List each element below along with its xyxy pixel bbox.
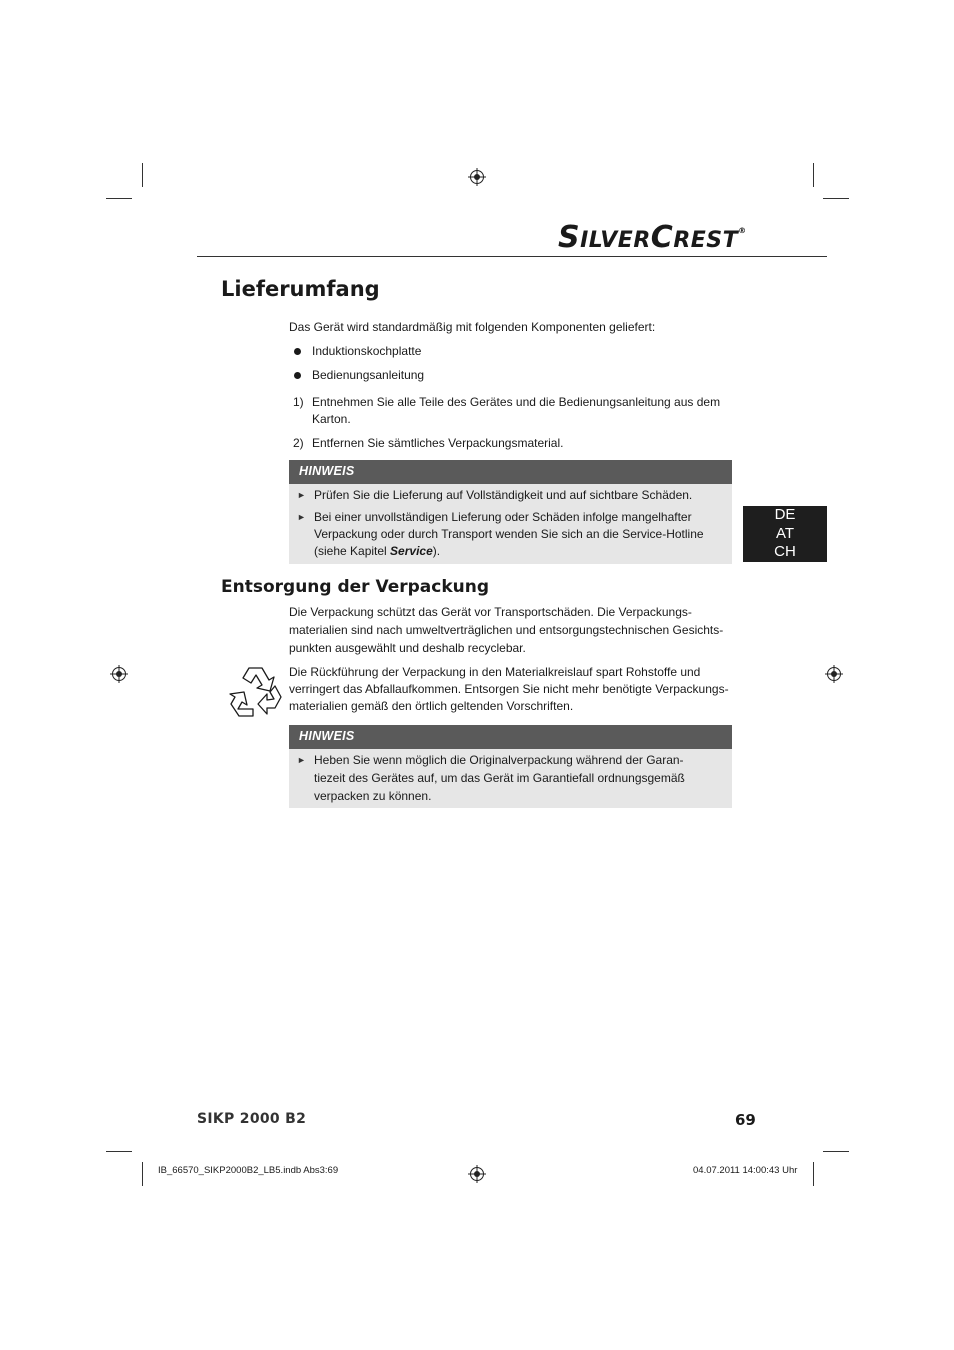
triangle-right-icon: ► xyxy=(297,490,306,500)
crop-mark xyxy=(823,198,849,199)
step-text: Entfernen Sie sämtliches Verpackungsmaterial. xyxy=(312,436,564,450)
step-text: Entnehmen Sie alle Teile des Gerätes und die Bedienungsanleitung aus dem xyxy=(312,395,721,409)
intro-text: Das Gerät wird standardmäßig mit folgenden Komponenten geliefert: xyxy=(289,320,656,334)
section-title-entsorgung: Entsorgung der Verpackung xyxy=(221,577,490,597)
crop-mark xyxy=(813,163,814,187)
note-body xyxy=(289,484,732,564)
note-item: Verpackung oder durch Transport wenden Sie sich an die Service-Hotline xyxy=(314,527,704,541)
language-code: DE xyxy=(774,506,796,523)
triangle-right-icon: ► xyxy=(297,512,306,522)
brand-logo: SILVERCREST® xyxy=(558,220,747,255)
footer-model: SIKP 2000 B2 xyxy=(197,1111,307,1127)
note-item: tiezeit des Gerätes auf, um das Gerät im Garantiefall ordnungsgemäß xyxy=(314,771,685,785)
crop-mark xyxy=(106,1151,132,1152)
language-code: CH xyxy=(774,543,796,560)
registration-mark-icon xyxy=(468,1165,486,1183)
note-item: verpacken zu können. xyxy=(314,789,432,803)
note-item: Heben Sie wenn möglich die Originalverpackung während der Garan- xyxy=(314,753,684,767)
bullet-icon xyxy=(294,372,301,379)
page-number: 69 xyxy=(735,1111,756,1129)
triangle-right-icon: ► xyxy=(297,755,306,765)
crop-mark xyxy=(106,198,132,199)
paragraph-line: punkten ausgewählt und deshalb recyclebar. xyxy=(289,641,526,655)
note-item: Bei einer unvollständigen Lieferung oder Schäden infolge mangelhafter xyxy=(314,510,692,524)
note-header xyxy=(289,725,732,749)
step-number: 2) xyxy=(293,436,304,450)
bullet-item: Induktionskochplatte xyxy=(312,344,422,358)
crop-mark xyxy=(813,1162,814,1186)
step-number: 1) xyxy=(293,395,304,409)
note-heading: HINWEIS xyxy=(299,464,355,478)
registration-mark-icon xyxy=(468,168,486,186)
paragraph-line: Die Rückführung der Verpackung in den Materialkreislauf spart Rohstoffe und xyxy=(289,665,701,679)
paragraph-line: materialien sind nach umweltverträglichen und entsorgungstechnischen Gesichts- xyxy=(289,623,724,637)
note-heading: HINWEIS xyxy=(299,729,355,743)
note-body xyxy=(289,749,732,808)
header-rule xyxy=(197,256,827,257)
slug-datetime: 04.07.2011 14:00:43 Uhr xyxy=(693,1165,798,1176)
crop-mark xyxy=(823,1151,849,1152)
step-text: Karton. xyxy=(312,412,351,426)
recycle-icon xyxy=(225,664,285,722)
registration-mark-icon xyxy=(110,665,128,683)
note-item: (siehe Kapitel Service). xyxy=(314,544,441,558)
crop-mark xyxy=(142,163,143,187)
paragraph-line: materialien gemäß den örtlich geltenden Vorschriften. xyxy=(289,699,574,713)
section-title-lieferumfang: Lieferumfang xyxy=(221,277,380,301)
registration-mark-icon xyxy=(825,665,843,683)
language-code: AT xyxy=(775,524,795,542)
bullet-icon xyxy=(294,348,301,355)
paragraph-line: verringert das Abfallaufkommen. Entsorgen Sie nicht mehr benötigte Verpackungs- xyxy=(289,682,729,696)
note-header xyxy=(289,460,732,484)
crop-mark xyxy=(142,1162,143,1186)
slug-file: IB_66570_SIKP2000B2_LB5.indb Abs3:69 xyxy=(158,1165,339,1176)
note-item: Prüfen Sie die Lieferung auf Vollständigkeit und auf sichtbare Schäden. xyxy=(314,488,693,502)
paragraph-line: Die Verpackung schützt das Gerät vor Transportschäden. Die Verpackungs- xyxy=(289,605,692,619)
language-tab xyxy=(743,506,827,562)
bullet-item: Bedienungsanleitung xyxy=(312,368,425,382)
